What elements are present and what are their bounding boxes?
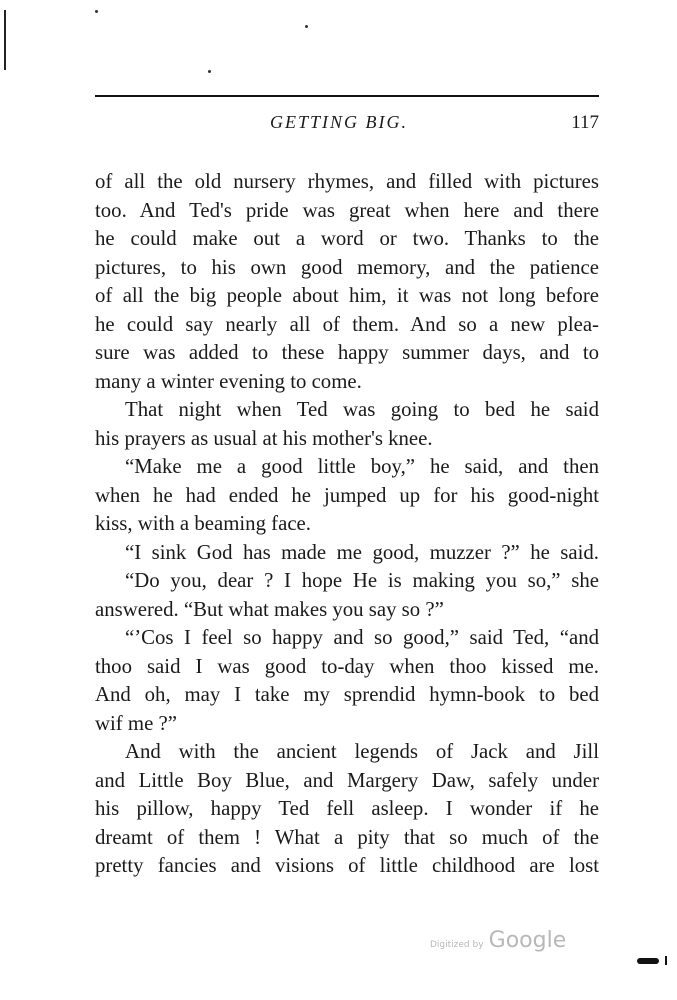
text-line: his prayers as usual at his mother's knee.	[95, 426, 433, 450]
text-line: And oh, may I take my sprendid hymn-book to bed	[95, 683, 599, 706]
text-line: pictures, to his own good memory, and the patience	[95, 255, 599, 279]
text-line: “Do you, dear ? I hope He is making you so,” she	[125, 569, 599, 592]
running-header	[95, 112, 599, 138]
text-line: too. And Ted's pride was great when here and there	[95, 198, 599, 222]
text-line: when he had ended he jumped up for his good-night	[95, 483, 599, 507]
header-rule	[95, 95, 599, 97]
digitized-watermark	[430, 928, 566, 953]
speck	[305, 25, 308, 28]
text-line: he could make out a word or two. Thanks to the	[95, 227, 599, 250]
scan-edge-mark	[4, 10, 6, 70]
scan-mark	[665, 956, 667, 965]
text-line: his pillow, happy Ted fell asleep. I wonder if he	[95, 797, 599, 820]
text-line: “’Cos I feel so happy and so good,” said Ted, “and	[125, 626, 599, 649]
text-line: pretty fancies and visions of little childhood are lost	[95, 854, 599, 877]
text-line: sure was added to these happy summer days, and to	[95, 341, 599, 364]
text-line: of all the big people about him, it was not long before	[95, 284, 599, 307]
page-number: 117	[571, 112, 599, 133]
watermark-brand: Google	[488, 928, 567, 953]
speck	[208, 70, 211, 73]
text-line: many a winter evening to come.	[95, 369, 362, 393]
text-line: That night when Ted was going to bed he said	[125, 398, 599, 421]
text-line: “Make me a good little boy,” he said, and then	[125, 455, 599, 478]
text-line: And with the ancient legends of Jack and Jill	[125, 740, 599, 763]
text-line: he could say nearly all of them. And so a new plea-	[95, 312, 599, 336]
running-title: GETTING BIG.	[270, 112, 409, 132]
text-line: dreamt of them ! What a pity that so much of the	[95, 825, 599, 849]
text-line: wif me ?”	[95, 711, 177, 735]
text-line: and Little Boy Blue, and Margery Daw, safely under	[95, 768, 599, 792]
text-line: of all the old nursery rhymes, and filled with pictures	[95, 170, 599, 193]
watermark-prefix: Digitized by	[430, 940, 484, 950]
text-line: “I sink God has made me good, muzzer ?” he said.	[125, 540, 599, 564]
speck	[95, 10, 98, 13]
text-line: kiss, with a beaming face.	[95, 512, 311, 535]
scan-mark	[637, 958, 659, 964]
body-text	[95, 168, 599, 881]
text-line: thoo said I was good to-day when thoo kissed me.	[95, 654, 599, 678]
text-line: answered. “But what makes you say so ?”	[95, 597, 444, 621]
